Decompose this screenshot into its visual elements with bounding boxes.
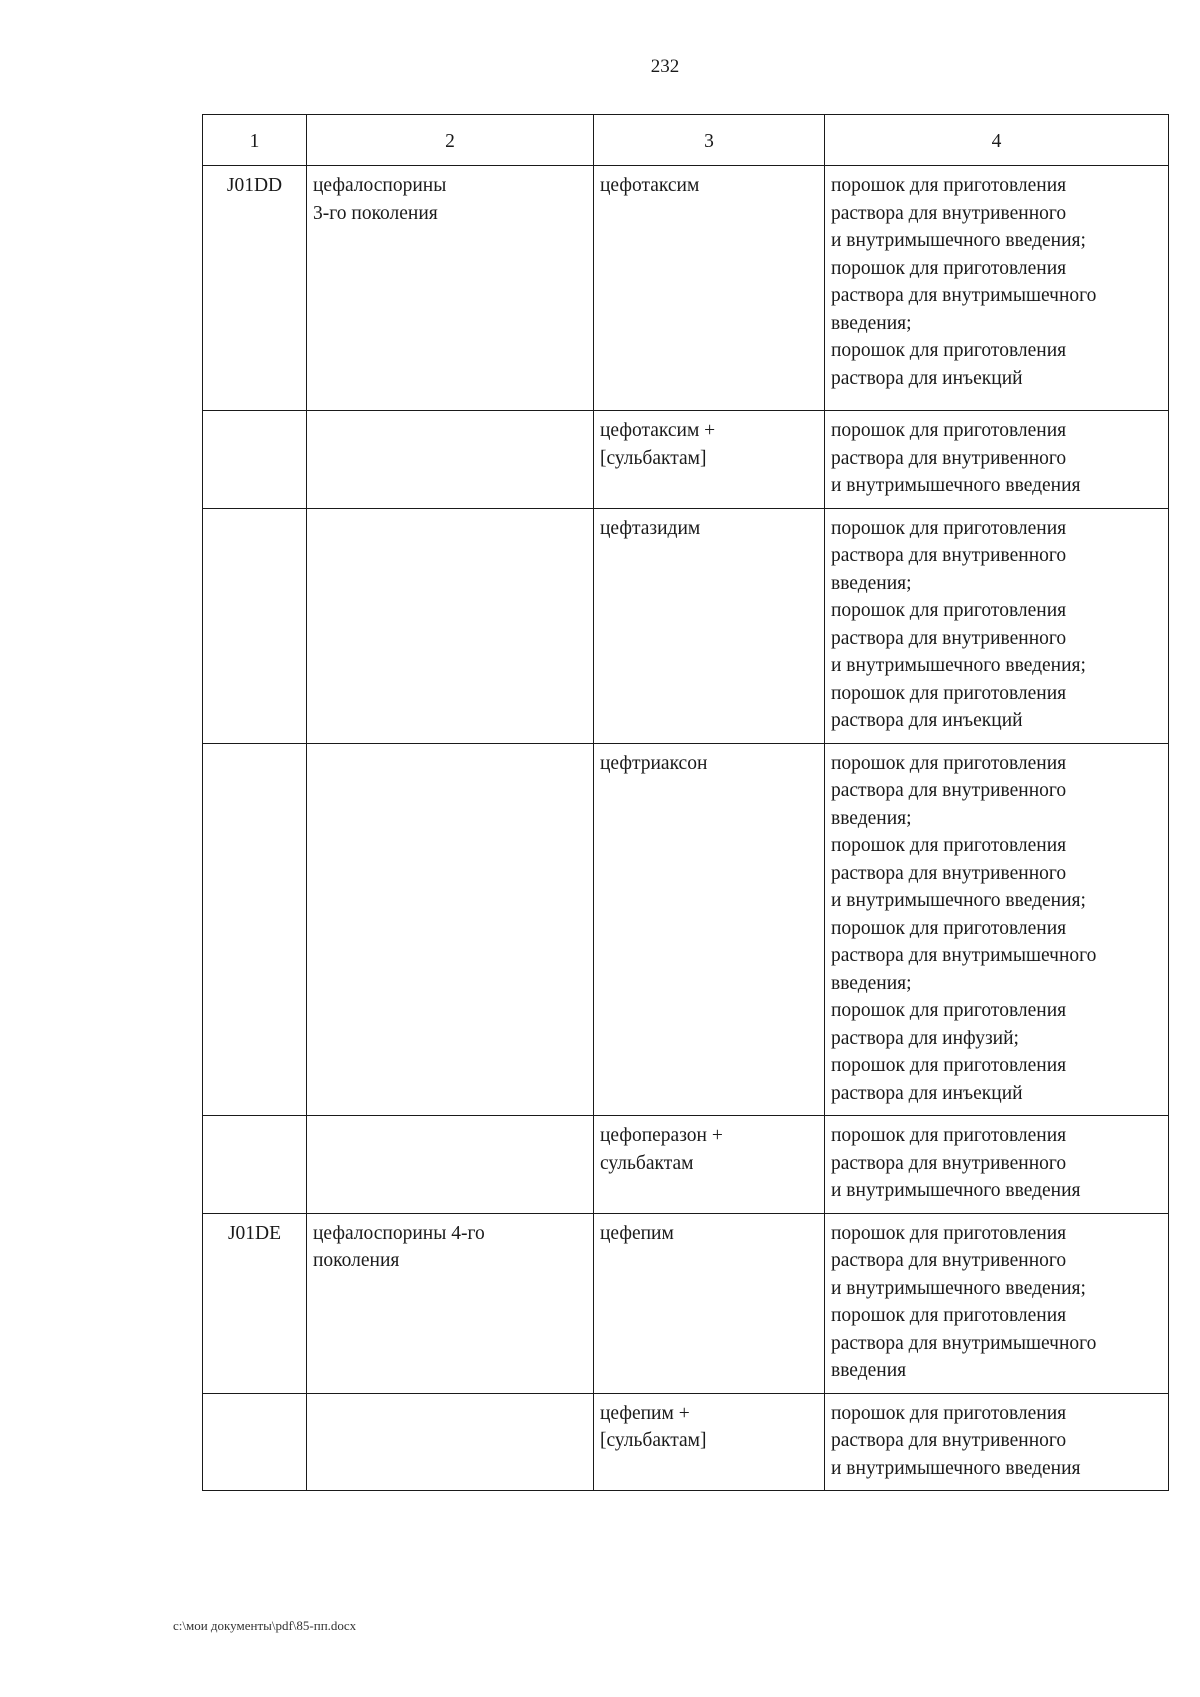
column-header-1: 1 (203, 115, 307, 166)
dosage-form-line: порошок для приготовления (831, 1055, 1067, 1076)
group-name-line: 3-го поколения (313, 202, 438, 224)
atc-code: J01DE (227, 1222, 282, 1244)
dosage-form-line: и внутримышечного введения; (831, 230, 1086, 251)
dosage-form-cell (825, 411, 1169, 509)
group-cell (307, 508, 594, 743)
dosage-form-line: и внутримышечного введения (831, 1180, 1081, 1201)
dosage-form-line: порошок для приготовления (831, 835, 1067, 856)
table-row (203, 1213, 1169, 1393)
dosage-form-line: порошок для приготовления (831, 1000, 1067, 1021)
table-row (203, 743, 1169, 1116)
dosage-form-line: раствора для внутривенного (831, 545, 1067, 566)
drug-name-line: сульбактам (600, 1152, 694, 1174)
drug-name-line: цефотаксим + (600, 420, 716, 441)
drug-name-line: [сульбактам] (600, 1430, 707, 1451)
dosage-form-line: порошок для приготовления (831, 917, 1067, 939)
dosage-form-cell (825, 1213, 1169, 1393)
dosage-form-line: раствора для внутривенного (831, 1152, 1067, 1174)
group-name-line: поколения (313, 1250, 400, 1271)
table-header-row (203, 115, 1169, 166)
dosage-form-line: порошок для приготовления (831, 1402, 1067, 1424)
dosage-form-line: раствора для внутривенного (831, 1430, 1067, 1451)
drug-name-line: цефепим (600, 1222, 674, 1244)
dosage-form-line: порошок для приготовления (831, 340, 1067, 361)
drug-name-line: цефоперазон + (600, 1125, 723, 1146)
dosage-form-line: раствора для внутривенного (831, 447, 1067, 469)
dosage-form-cell (825, 1116, 1169, 1214)
footer-file-path: c:\мои документы\pdf\85-пп.docx (173, 1618, 357, 1633)
dosage-form-line: порошок для приготовления (831, 517, 1067, 539)
dosage-form-line: введения; (831, 312, 912, 334)
drug-name-line: цефотаксим (600, 175, 700, 196)
dosage-form-line: порошок для приготовления (831, 257, 1067, 279)
drug-cell (594, 1213, 825, 1393)
drug-cell (594, 411, 825, 509)
column-header-4: 4 (825, 115, 1169, 166)
page-number: 232 (650, 56, 680, 77)
group-cell (307, 1116, 594, 1214)
group-cell (307, 1213, 594, 1393)
dosage-form-line: раствора для инъекций (831, 1082, 1023, 1104)
group-name-line: цефалоспорины (313, 175, 447, 196)
table-row (203, 508, 1169, 743)
dosage-form-line: раствора для инъекций (831, 710, 1023, 731)
drug-cell (594, 166, 825, 411)
group-cell (307, 411, 594, 509)
group-name-line: цефалоспорины 4-го (313, 1222, 485, 1244)
dosage-form-line: раствора для внутримышечного (831, 285, 1097, 306)
table-row (203, 1116, 1169, 1214)
dosage-form-cell (825, 1393, 1169, 1491)
drug-name-line: цефепим + (600, 1402, 690, 1424)
dosage-form-line: и внутримышечного введения (831, 1457, 1081, 1479)
dosage-form-line: введения; (831, 572, 912, 594)
dosage-form-cell (825, 166, 1169, 411)
atc-code-cell (203, 166, 307, 411)
dosage-form-line: порошок для приготовления (831, 1125, 1067, 1146)
dosage-form-line: и внутримышечного введения; (831, 1277, 1086, 1299)
drug-name-line: [сульбактам] (600, 447, 707, 469)
dosage-form-line: раствора для внутримышечного (831, 945, 1097, 966)
dosage-form-line: раствора для внутривенного (831, 627, 1067, 649)
dosage-form-line: раствора для внутривенного (831, 862, 1067, 884)
dosage-form-line: введения (831, 1360, 907, 1381)
table-row (203, 166, 1169, 411)
group-cell (307, 1393, 594, 1491)
dosage-form-line: порошок для приготовления (831, 682, 1067, 704)
dosage-form-line: и внутримышечного введения; (831, 890, 1086, 911)
drug-name-line: цефтазидим (600, 517, 701, 539)
dosage-form-line: раствора для внутривенного (831, 780, 1067, 801)
dosage-form-line: порошок для приготовления (831, 175, 1067, 196)
dosage-form-line: раствора для внутримышечного (831, 1332, 1097, 1354)
atc-code-cell (203, 1393, 307, 1491)
dosage-form-line: и внутримышечного введения; (831, 655, 1086, 676)
table-row (203, 1393, 1169, 1491)
column-header-3: 3 (594, 115, 825, 166)
dosage-form-line: порошок для приготовления (831, 752, 1067, 774)
dosage-form-cell (825, 743, 1169, 1116)
dosage-form-line: введения; (831, 807, 912, 829)
column-header-2: 2 (307, 115, 594, 166)
table-row (203, 411, 1169, 509)
table-body (203, 166, 1169, 1491)
atc-code-cell (203, 508, 307, 743)
drug-name-line: цефтриаксон (600, 752, 708, 774)
drug-cell (594, 743, 825, 1116)
atc-code-cell (203, 1116, 307, 1214)
atc-code-cell (203, 743, 307, 1116)
dosage-form-line: раствора для инфузий; (831, 1027, 1019, 1049)
drug-cell (594, 1393, 825, 1491)
dosage-form-line: порошок для приготовления (831, 1305, 1067, 1326)
dosage-form-cell (825, 508, 1169, 743)
atc-code-cell (203, 411, 307, 509)
dosage-form-line: введения; (831, 972, 912, 994)
drug-cell (594, 1116, 825, 1214)
dosage-form-line: раствора для внутривенного (831, 1250, 1067, 1271)
dosage-form-line: раствора для внутривенного (831, 202, 1067, 224)
dosage-form-line: порошок для приготовления (831, 420, 1067, 441)
group-cell (307, 166, 594, 411)
atc-code: J01DD (226, 175, 283, 196)
atc-code-cell (203, 1213, 307, 1393)
drug-table (202, 114, 1169, 1491)
dosage-form-line: раствора для инъекций (831, 367, 1023, 389)
group-cell (307, 743, 594, 1116)
drug-cell (594, 508, 825, 743)
dosage-form-line: порошок для приготовления (831, 600, 1067, 621)
dosage-form-line: порошок для приготовления (831, 1222, 1067, 1244)
dosage-form-line: и внутримышечного введения (831, 475, 1081, 496)
